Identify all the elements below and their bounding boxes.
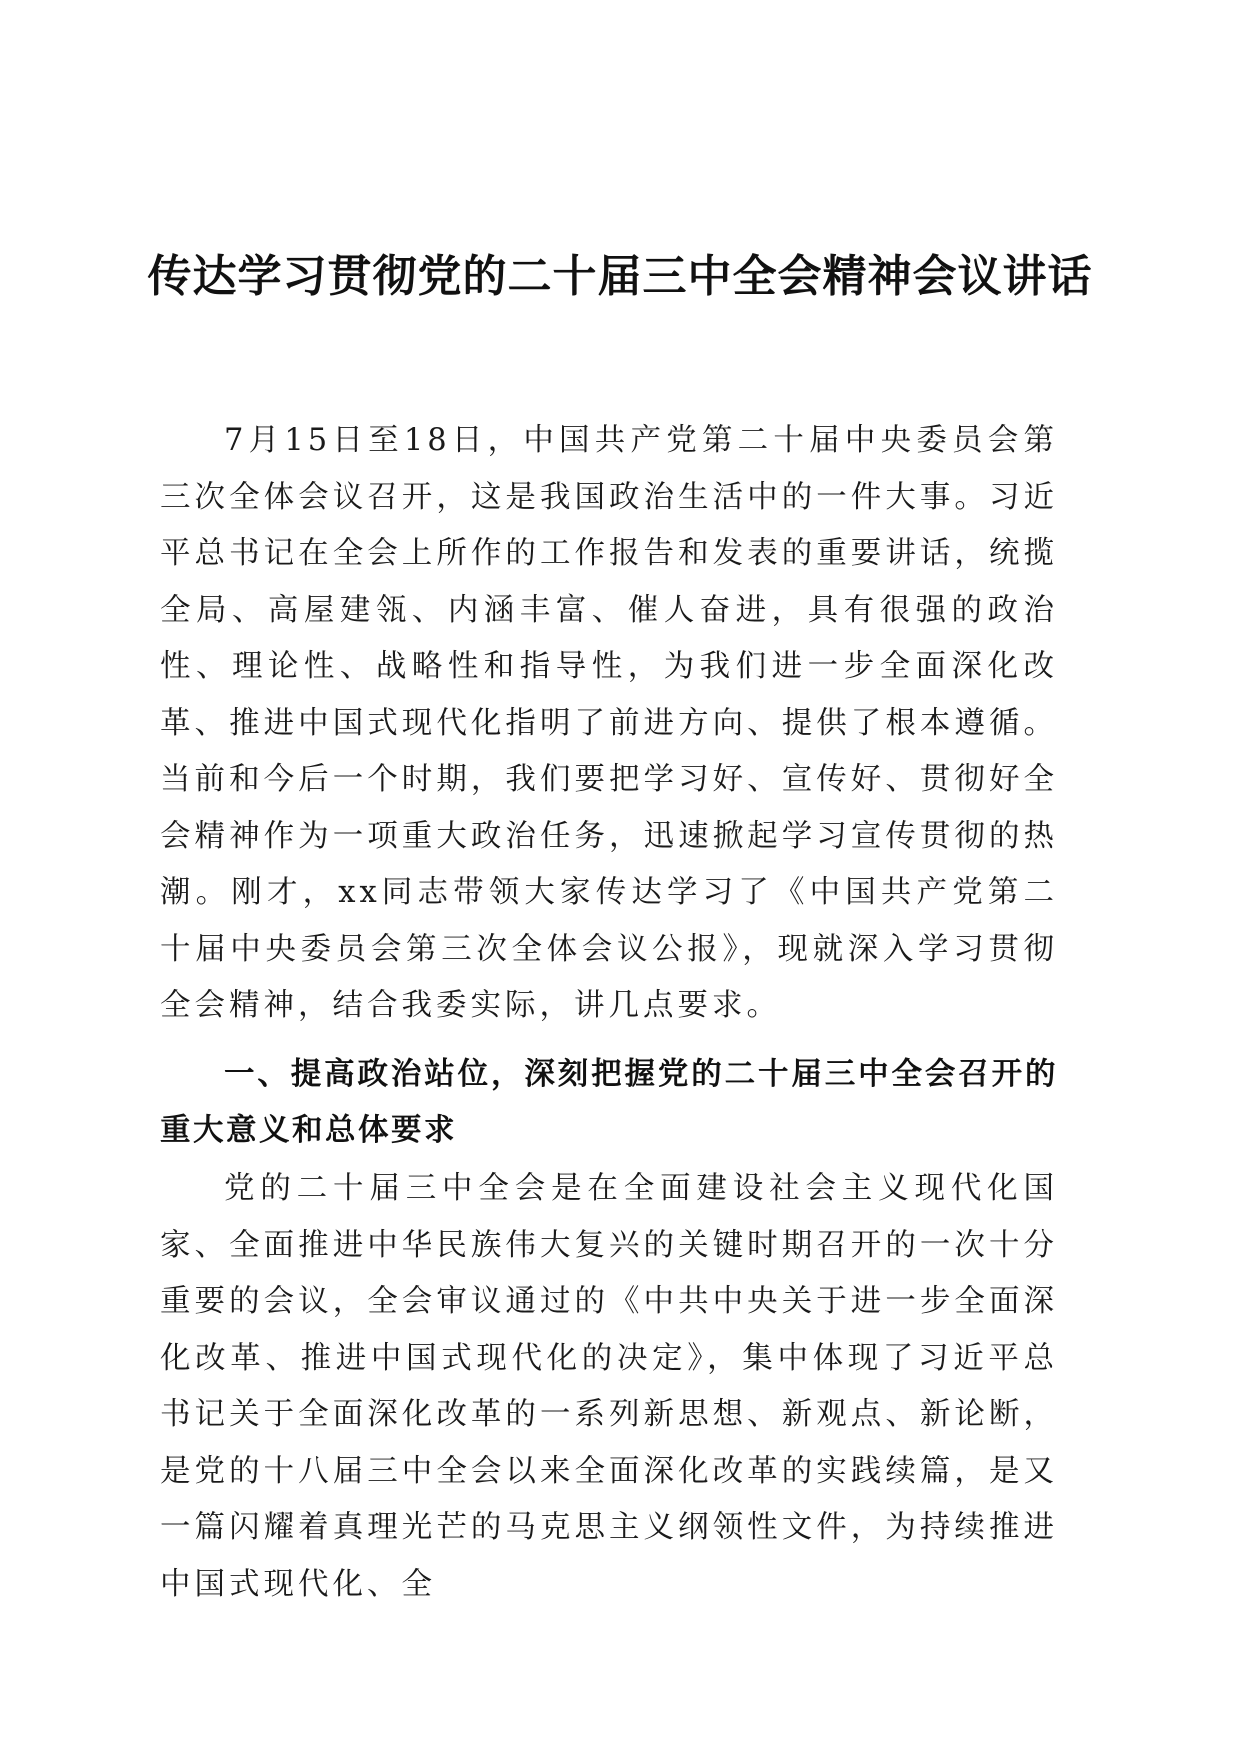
section-heading-1: 一、提高政治站位，深刻把握党的二十届三中全会召开的重大意义和总体要求 [160,1057,1058,1148]
document-title: 传达学习贯彻党的二十届三中全会精神会议讲话 [147,251,1093,302]
body-paragraph-1: 7月15日至18日，中国共产党第二十届中央委员会第三次全体会议召开，这是我国政治生活中的一件大事。习近平总书记在全会上所作的工作报告和发表的重要讲话，统揽全局、高屋建瓴、内涵丰富、催人奋进，具有很强的政治性、理论性、战略性和指导性，为我们进一步全面深化改革、推进中国式现代化指明了前进方向、提供了根本遵循。当前和今后一个时期，我们要把学习好、宣传好、贯彻好全会精神作为一项重大政治任务，迅速掀起学习宣传贯彻的热潮。刚才，xx同志带领大家传达学习了《中国共产党第二十届中央委员会第三次全体会议公报》，现就深入学习贯彻全会精神，结合我委实际，讲几点要求。 [160,423,1058,1023]
body-paragraph-2: 党的二十届三中全会是在全面建设社会主义现代化国家、全面推进中华民族伟大复兴的关键时期召开的一次十分重要的会议，全会审议通过的《中共中央关于进一步全面深化改革、推进中国式现代化的决定》，集中体现了习近平总书记关于全面深化改革的一系列新思想、新观点、新论断，是党的十八届三中全会以来全面深化改革的实践续篇，是又一篇闪耀着真理光芒的马克思主义纲领性文件，为持续推进中国式现代化、全 [160,1171,1058,1602]
